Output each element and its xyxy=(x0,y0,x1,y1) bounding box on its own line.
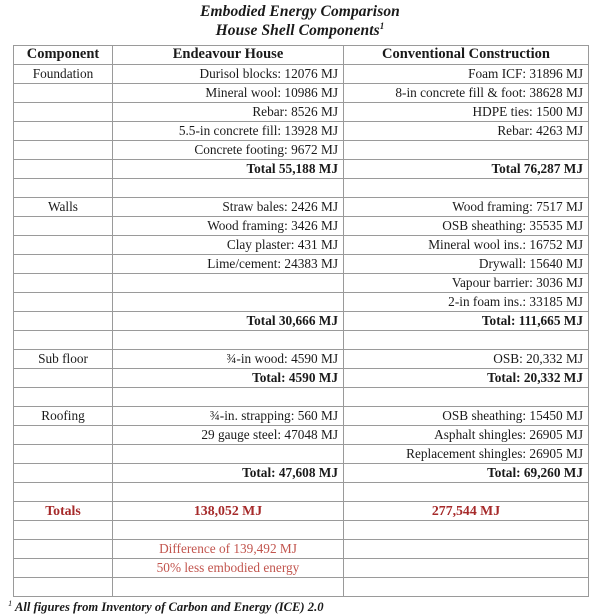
cell-component-empty xyxy=(14,102,113,121)
cell-endeavour-empty xyxy=(113,178,344,197)
cell-endeavour xyxy=(113,444,344,463)
title-line-2-text: House Shell Components xyxy=(215,21,380,39)
section-label-walls: Walls xyxy=(14,197,113,216)
table-row xyxy=(14,349,589,368)
table-row xyxy=(14,406,589,425)
cell-endeavour: ¾-in. strapping: 560 MJ xyxy=(113,406,344,425)
cell-component-empty xyxy=(14,121,113,140)
cell-conventional-empty xyxy=(344,520,589,539)
table-row xyxy=(14,292,589,311)
cell-component-empty xyxy=(14,368,113,387)
table-row xyxy=(14,102,589,121)
table-row xyxy=(14,444,589,463)
cell-conventional: Replacement shingles: 26905 MJ xyxy=(344,444,589,463)
cell-conventional: Foam ICF: 31896 MJ xyxy=(344,64,589,83)
cell-component-empty xyxy=(14,425,113,444)
cell-endeavour-empty xyxy=(113,330,344,349)
embodied-energy-table xyxy=(13,45,589,597)
cell-conventional-empty xyxy=(344,558,589,577)
title-line-2 xyxy=(0,22,600,41)
cell-endeavour: Mineral wool: 10986 MJ xyxy=(113,83,344,102)
section-label-sub-floor: Sub floor xyxy=(14,349,113,368)
table-row xyxy=(14,64,589,83)
cell-endeavour: Durisol blocks: 12076 MJ xyxy=(113,64,344,83)
cell-conventional: OSB sheathing: 15450 MJ xyxy=(344,406,589,425)
section-total-row-foundation xyxy=(14,159,589,178)
summary-percent: 50% less embodied energy xyxy=(113,558,344,577)
cell-endeavour-empty xyxy=(113,482,344,501)
grand-total-conventional: 277,544 MJ xyxy=(344,501,589,520)
cell-conventional: HDPE ties: 1500 MJ xyxy=(344,102,589,121)
cell-component-empty xyxy=(14,178,113,197)
footnote xyxy=(8,597,600,615)
spacer-row xyxy=(14,520,589,539)
cell-component-empty xyxy=(14,159,113,178)
cell-conventional: Wood framing: 7517 MJ xyxy=(344,197,589,216)
cell-component-empty xyxy=(14,83,113,102)
cell-endeavour: Rebar: 8526 MJ xyxy=(113,102,344,121)
cell-conventional xyxy=(344,140,589,159)
table-row xyxy=(14,83,589,102)
cell-endeavour: 29 gauge steel: 47048 MJ xyxy=(113,425,344,444)
cell-conventional-empty xyxy=(344,482,589,501)
section-total-endeavour: Total: 4590 MJ xyxy=(113,368,344,387)
cell-conventional-empty xyxy=(344,539,589,558)
table-row xyxy=(14,216,589,235)
spacer-row xyxy=(14,330,589,349)
cell-component-empty xyxy=(14,558,113,577)
cell-endeavour-empty xyxy=(113,387,344,406)
cell-endeavour: Wood framing: 3426 MJ xyxy=(113,216,344,235)
cell-endeavour: ¾-in wood: 4590 MJ xyxy=(113,349,344,368)
section-total-row-roofing xyxy=(14,463,589,482)
grand-totals-label: Totals xyxy=(14,501,113,520)
cell-endeavour: 5.5-in concrete fill: 13928 MJ xyxy=(113,121,344,140)
spacer-row xyxy=(14,178,589,197)
cell-component-empty xyxy=(14,482,113,501)
summary-percent-row xyxy=(14,558,589,577)
table-row xyxy=(14,273,589,292)
summary-difference-row xyxy=(14,539,589,558)
title-line-1: Embodied Energy Comparison xyxy=(200,3,400,20)
cell-component-empty xyxy=(14,444,113,463)
cell-component-empty xyxy=(14,463,113,482)
grand-total-endeavour: 138,052 MJ xyxy=(113,501,344,520)
table-row xyxy=(14,140,589,159)
cell-endeavour: Straw bales: 2426 MJ xyxy=(113,197,344,216)
section-label-foundation: Foundation xyxy=(14,64,113,83)
cell-component-empty xyxy=(14,292,113,311)
cell-conventional-empty xyxy=(344,387,589,406)
cell-conventional: Asphalt shingles: 26905 MJ xyxy=(344,425,589,444)
section-total-endeavour: Total 55,188 MJ xyxy=(113,159,344,178)
cell-component-empty xyxy=(14,330,113,349)
cell-conventional: Mineral wool ins.: 16752 MJ xyxy=(344,235,589,254)
section-total-conventional: Total 76,287 MJ xyxy=(344,159,589,178)
cell-component-empty xyxy=(14,520,113,539)
section-total-endeavour: Total: 47,608 MJ xyxy=(113,463,344,482)
grand-totals-row xyxy=(14,501,589,520)
cell-conventional: Vapour barrier: 3036 MJ xyxy=(344,273,589,292)
cell-component-empty xyxy=(14,140,113,159)
cell-endeavour xyxy=(113,292,344,311)
section-total-conventional: Total: 111,665 MJ xyxy=(344,311,589,330)
spacer-row xyxy=(14,387,589,406)
cell-endeavour-empty xyxy=(113,577,344,596)
summary-difference: Difference of 139,492 MJ xyxy=(113,539,344,558)
cell-component-empty xyxy=(14,387,113,406)
cell-conventional: OSB: 20,332 MJ xyxy=(344,349,589,368)
footnote-text: All figures from Inventory of Carbon and Energy (ICE) 2.0 xyxy=(14,599,324,614)
cell-conventional: Rebar: 4263 MJ xyxy=(344,121,589,140)
table-row xyxy=(14,235,589,254)
cell-endeavour: Concrete footing: 9672 MJ xyxy=(113,140,344,159)
column-header-component: Component xyxy=(14,45,113,64)
section-total-row-walls xyxy=(14,311,589,330)
cell-endeavour: Lime/cement: 24383 MJ xyxy=(113,254,344,273)
section-label-roofing: Roofing xyxy=(14,406,113,425)
cell-component-empty xyxy=(14,311,113,330)
section-total-conventional: Total: 69,260 MJ xyxy=(344,463,589,482)
table-row xyxy=(14,197,589,216)
column-header-endeavour-house: Endeavour House xyxy=(113,45,344,64)
column-header-conventional-construction: Conventional Construction xyxy=(344,45,589,64)
spacer-row xyxy=(14,482,589,501)
cell-conventional: OSB sheathing: 35535 MJ xyxy=(344,216,589,235)
table-body xyxy=(14,64,589,596)
cell-component-empty xyxy=(14,235,113,254)
table-row xyxy=(14,254,589,273)
cell-component-empty xyxy=(14,254,113,273)
table-head xyxy=(14,45,589,64)
cell-endeavour xyxy=(113,273,344,292)
cell-component-empty xyxy=(14,216,113,235)
cell-conventional: Drywall: 15640 MJ xyxy=(344,254,589,273)
cell-component-empty xyxy=(14,577,113,596)
section-total-row-sub-floor xyxy=(14,368,589,387)
cell-endeavour-empty xyxy=(113,520,344,539)
cell-conventional-empty xyxy=(344,577,589,596)
section-total-endeavour: Total 30,666 MJ xyxy=(113,311,344,330)
cell-conventional: 2-in foam ins.: 33185 MJ xyxy=(344,292,589,311)
cell-component-empty xyxy=(14,273,113,292)
table-row xyxy=(14,121,589,140)
spacer-row-final xyxy=(14,577,589,596)
cell-conventional-empty xyxy=(344,330,589,349)
table-row xyxy=(14,425,589,444)
header-row xyxy=(14,45,589,64)
title-superscript: 1 xyxy=(379,20,385,31)
section-total-conventional: Total: 20,332 MJ xyxy=(344,368,589,387)
chart-title-block xyxy=(0,0,600,41)
cell-conventional: 8-in concrete fill & foot: 38628 MJ xyxy=(344,83,589,102)
cell-component-empty xyxy=(14,539,113,558)
cell-conventional-empty xyxy=(344,178,589,197)
footnote-marker: 1 xyxy=(8,597,13,608)
cell-endeavour: Clay plaster: 431 MJ xyxy=(113,235,344,254)
